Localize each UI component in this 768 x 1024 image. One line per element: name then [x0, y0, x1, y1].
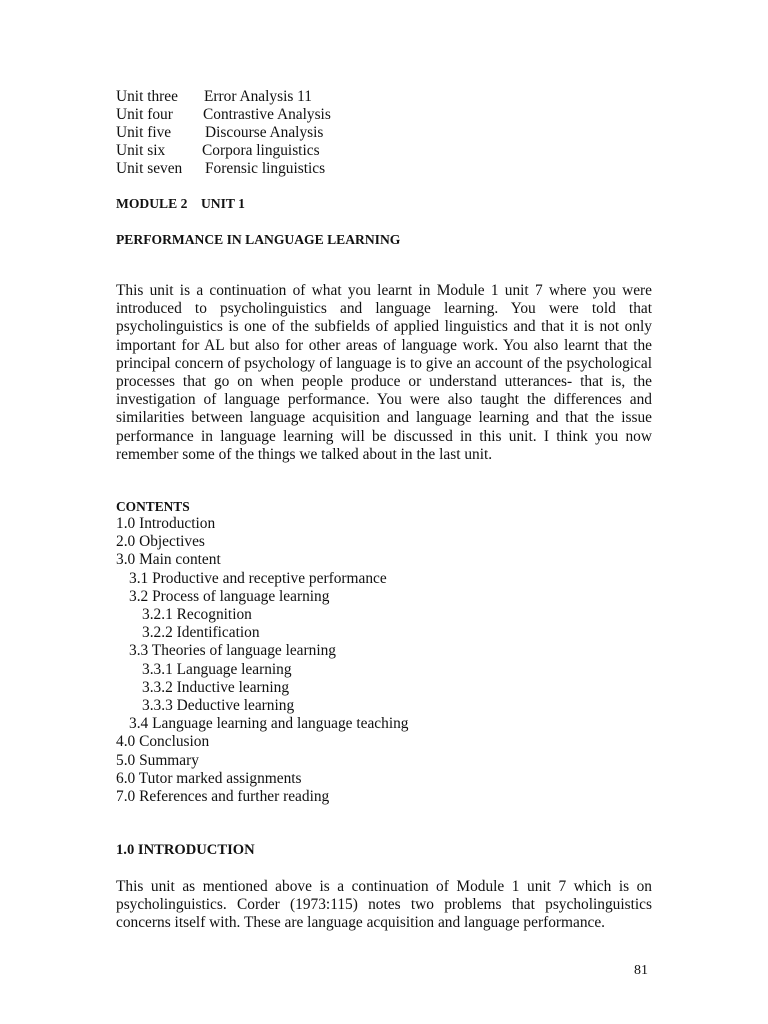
- toc-item: 3.2 Process of language learning: [129, 587, 330, 605]
- toc-item: 1.0 Introduction: [116, 515, 216, 532]
- toc-item: 3.3 Theories of language learning: [129, 642, 336, 660]
- toc-item: 4.0 Conclusion: [116, 733, 210, 751]
- toc-item: 3.2.1 Recognition: [142, 606, 252, 624]
- toc-item: 3.3.1 Language learning: [142, 660, 292, 678]
- toc-item: 3.0 Main content: [116, 551, 221, 569]
- toc-item: 3.1 Productive and receptive performance: [129, 569, 387, 587]
- toc-item: 7.0 References and further reading: [116, 788, 330, 806]
- unit-title: Forensic linguistics: [205, 160, 326, 177]
- toc-item: 3.4 Language learning and language teaching: [129, 715, 409, 733]
- table-of-contents: [116, 515, 408, 806]
- toc-item: 5.0 Summary: [116, 751, 199, 769]
- unit-label: Unit six: [116, 142, 166, 159]
- introduction-paragraph: This unit as mentioned above is a continuation of Module 1 unit 7 which is on psycholinguistics. Corder (1973:115) notes two problems that psycholinguistics concerns itself with. These are language acquisition and language performance.: [116, 878, 652, 932]
- page-number: 81: [634, 963, 648, 978]
- unit-title: Contrastive Analysis: [203, 106, 331, 123]
- unit-label: Unit seven: [116, 160, 183, 177]
- unit-title: Discourse Analysis: [205, 124, 324, 141]
- toc-item: 3.3.3 Deductive learning: [142, 697, 295, 715]
- unit-title: Error Analysis 11: [204, 88, 313, 105]
- module-heading: MODULE 2 UNIT 1: [116, 196, 245, 211]
- contents-heading: CONTENTS: [116, 499, 190, 514]
- unit-row: [116, 160, 331, 178]
- unit-row: [116, 106, 331, 124]
- toc-item: 3.3.2 Inductive learning: [142, 678, 290, 696]
- introduction-heading: 1.0 INTRODUCTION: [116, 842, 255, 858]
- unit-row: [116, 142, 331, 160]
- toc-item: 3.2.2 Identification: [142, 624, 260, 642]
- toc-item: 6.0 Tutor marked assignments: [116, 769, 302, 787]
- unit-row: [116, 124, 331, 142]
- unit-list: [116, 88, 331, 178]
- unit-label: Unit five: [116, 124, 172, 141]
- unit-title-heading: PERFORMANCE IN LANGUAGE LEARNING: [116, 232, 401, 247]
- unit-title: Corpora linguistics: [202, 142, 320, 159]
- unit-row: [116, 88, 331, 106]
- unit-label: Unit three: [116, 88, 178, 105]
- unit-label: Unit four: [116, 106, 173, 123]
- toc-item: 2.0 Objectives: [116, 533, 205, 551]
- intro-paragraph: This unit is a continuation of what you learnt in Module 1 unit 7 where you were introduced to psycholinguistics and language learning. You were told that psycholinguistics is one of the subfields of applied linguistics and that it is not only important for AL but also for other areas of language work. You also learnt that the principal concern of psychology of language is to give an account of the psychological processes that go on when people produce or understand utterances- that is, the investigation of language performance. You were also taught the differences and similarities between language acquisition and language learning and that the issue performance in language learning will be discussed in this unit. I think you now remember some of the things we talked about in the last unit.: [116, 282, 652, 463]
